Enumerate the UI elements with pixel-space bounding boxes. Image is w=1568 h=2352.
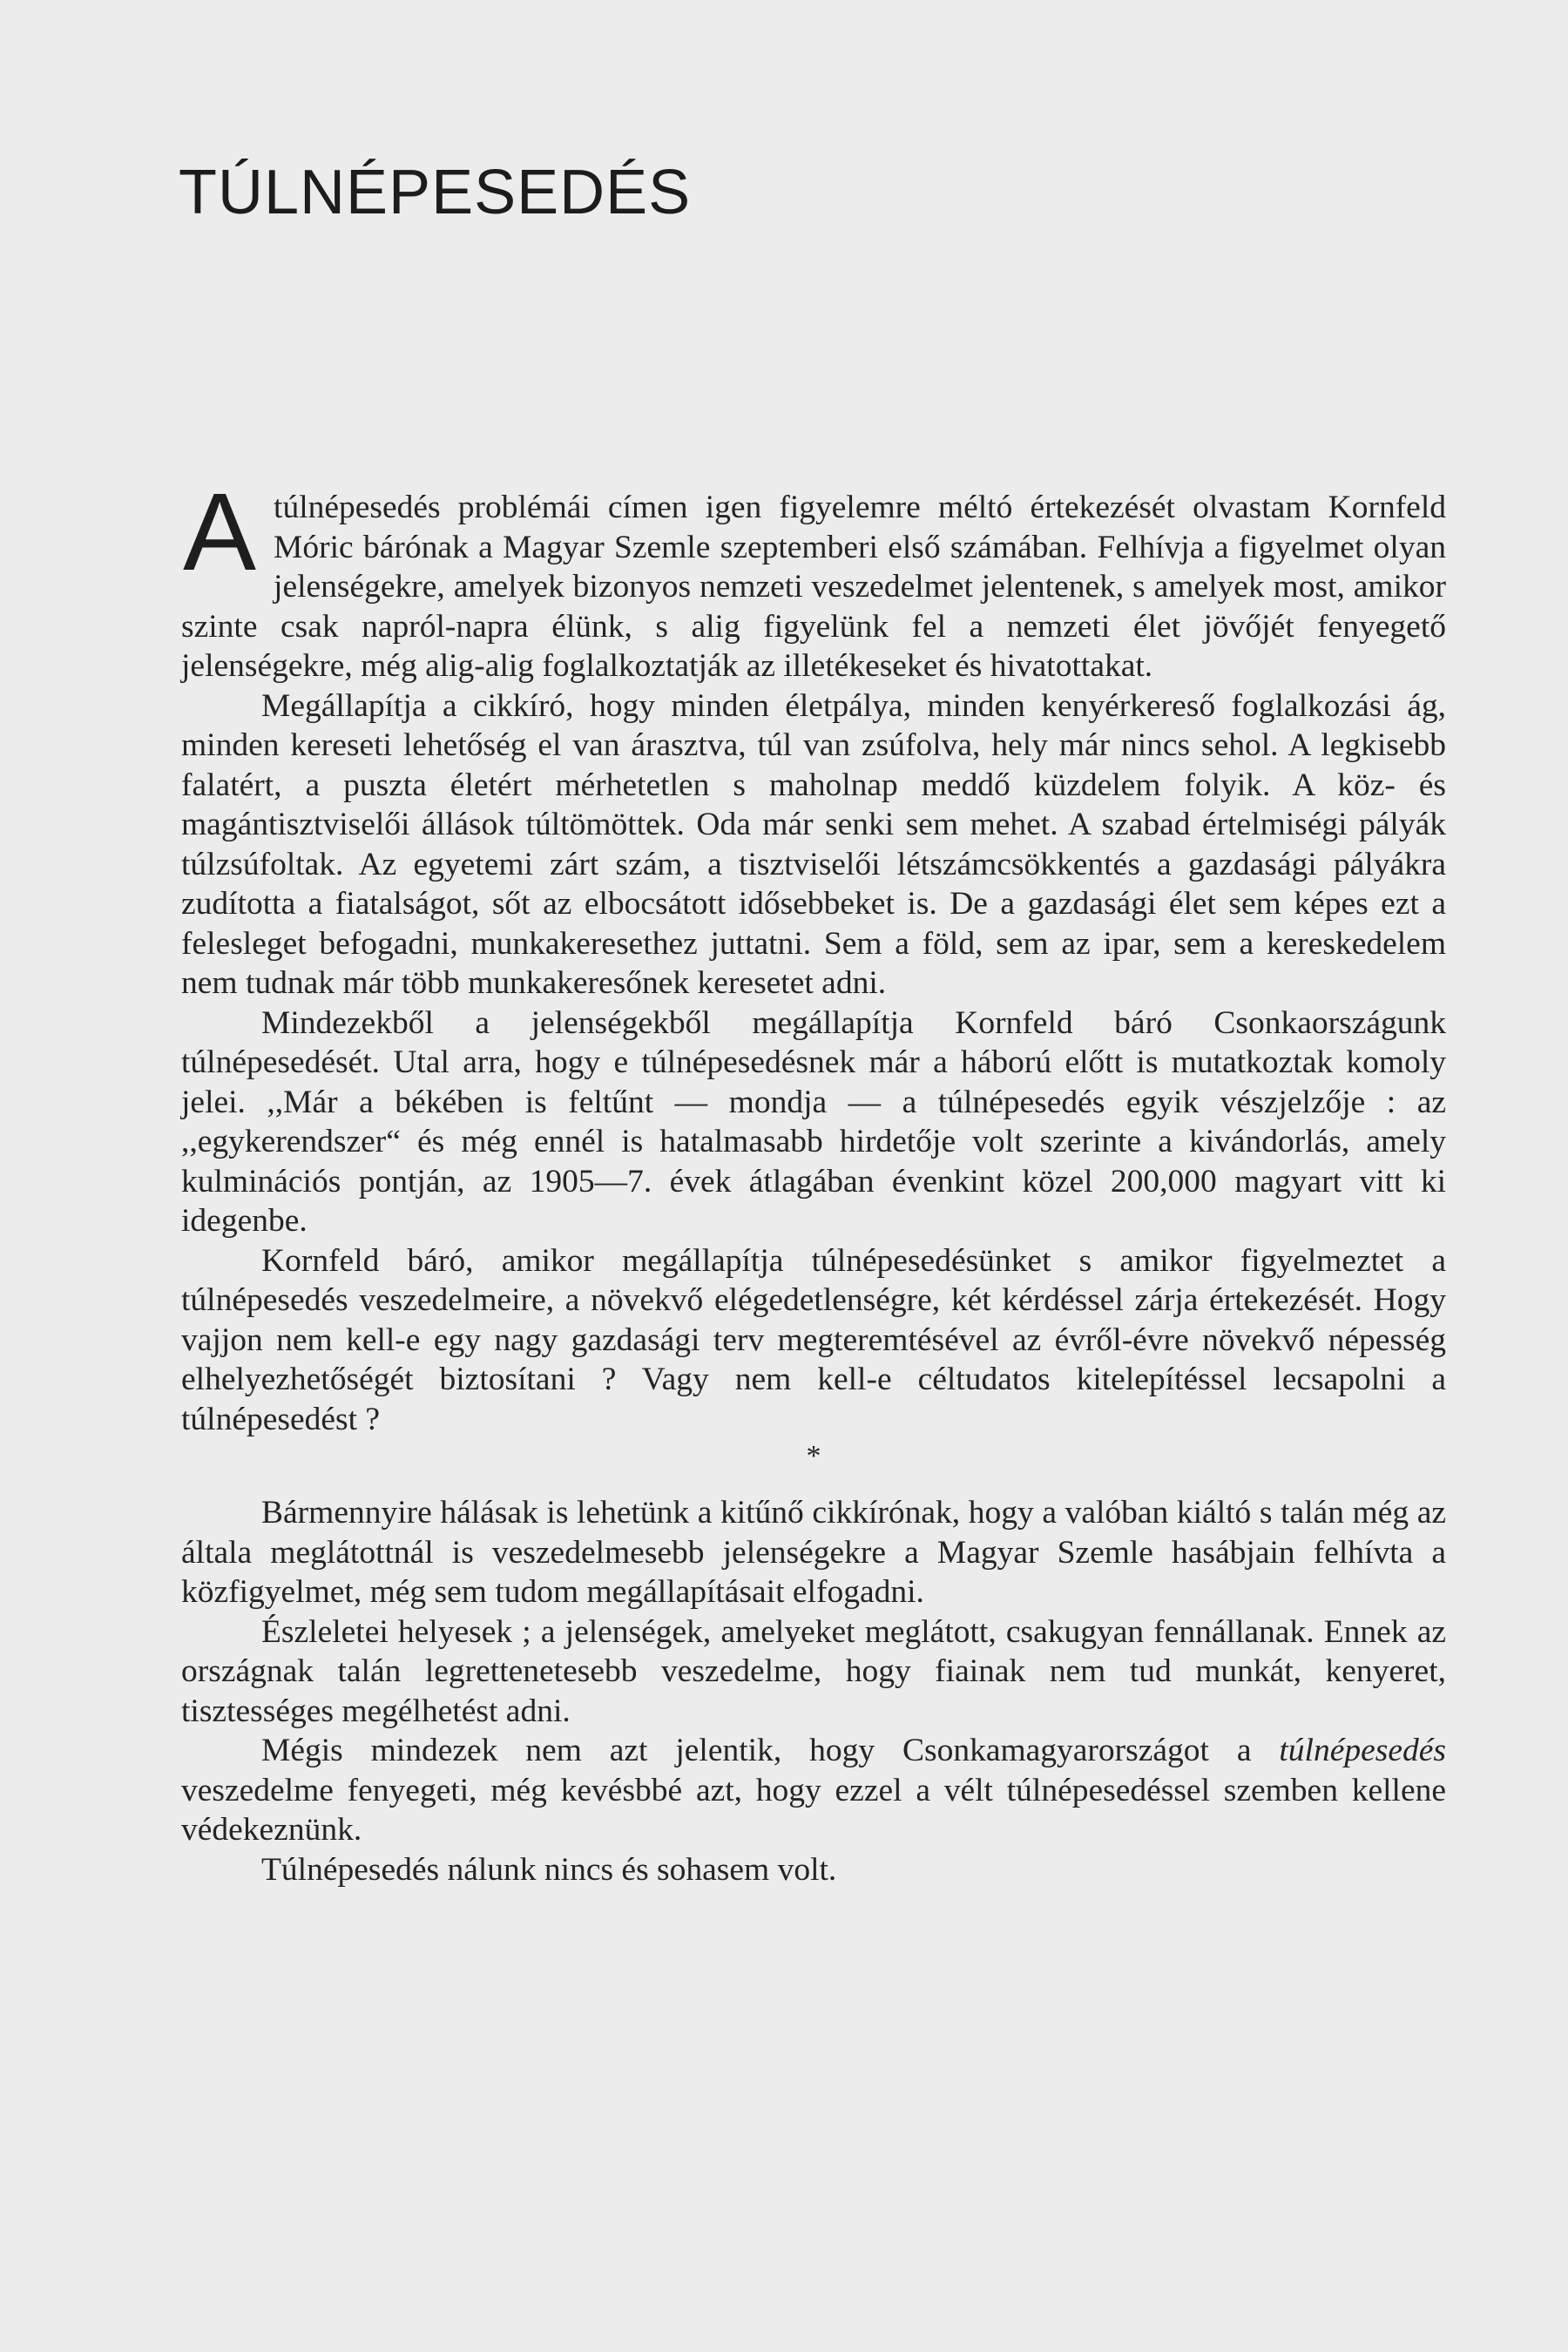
paragraph-7-text-b: veszedelme fenyegeti, még kevésbbé azt, hogy ezzel a vélt túlnépesedéssel szemben kellene védekeznünk. [181, 1772, 1446, 1848]
page-title: TÚLNÉPESEDÉS [179, 158, 692, 227]
paragraph-6: Észleletei helyesek ; a jelenségek, amelyeket meglátott, csakugyan fennállanak. Ennek az országnak talán legrettenetesebb veszedelme, hogy fiainak nem tud munkát, kenyeret, tisztességes megélhetést adni. [181, 1613, 1446, 1729]
paragraph-1-text: túlnépesedés problémái címen igen figyelemre méltó értekezését olvastam Kornfeld Móric bárónak a Magyar Szemle szeptemberi első számában. Felhívja a figyelmet olyan jelenségekre, amelyek bizonyos nemzeti veszedelmet jelentenek, s amelyek most, amikor szinte csak napról-napra élünk, s alig figyelünk fel a nemzeti élet jövőjét fenyegető jelenségekre, még alig-alig foglalkoztatják az illetékeseket és hivatottakat. [181, 490, 1446, 684]
paragraph-5: Bármennyire hálásak is lehetünk a kitűnő cikkírónak, hogy a valóban kiáltó s talán még az általa meglátottnál is veszedelmesebb jelenségekre a Magyar Szemle hasábjain felhívta a közfigyelmet, még sem tudom megállapításait elfogadni. [181, 1495, 1446, 1610]
paragraph-1 [181, 470, 1446, 686]
article-body [181, 470, 1446, 1889]
paragraph-7-emphasis: túlnépesedés [1279, 1733, 1446, 1768]
paragraph-8: Túlnépesedés nálunk nincs és sohasem volt. [261, 1851, 837, 1888]
drop-cap: A [183, 470, 257, 593]
section-separator: * [806, 1440, 821, 1472]
paragraph-7-text-a: Mégis mindezek nem azt jelentik, hogy Csonkamagyarországot a [261, 1733, 1252, 1768]
paragraph-7 [181, 1731, 1446, 1850]
paragraph-2: Megállapítja a cikkíró, hogy minden életpálya, minden kenyérkereső foglalkozási ág, minden kereseti lehetőség el van árasztva, túl van zsúfolva, hely már nincs sehol. A legkisebb falatért, a puszta életért mérhetetlen s maholnap meddő küzdelem folyik. A köz- és magántisztviselői állások túltömöttek. Oda már senki sem mehet. A szabad értelmiségi pályák túlzsúfoltak. Az egyetemi zárt szám, a tisztviselői létszámcsökkentés a gazdasági pályákra zudította a fiatalságot, sőt az elbocsátott idősebbeket is. De a gazdasági élet sem képes ezt a felesleget befogadni, munkakeresethez juttatni. Sem a föld, sem az ipar, sem a kereskedelem nem tudnak már több munkakeresőnek keresetet adni. [181, 687, 1446, 1001]
paragraph-4: Kornfeld báró, amikor megállapítja túlnépesedésünket s amikor figyelmeztet a túlnépesedés veszedelmeire, a növekvő elégedetlenségre, két kérdéssel zárja értekezését. Hogy vajjon nem kell-e egy nagy gazdasági terv megteremtésével az évről-évre növekvő népesség elhelyezhetőségét biztosítani ? Vagy nem kell-e céltudatos kitelepítéssel lecsapolni a túlnépesedést ? [181, 1242, 1446, 1437]
paragraph-3: Mindezekből a jelenségekből megállapítja Kornfeld báró Csonkaországunk túlnépesedését. Utal arra, hogy e túlnépesedésnek már a háború előtt is mutatkoztak komoly jelei. ,,Már a békében is feltűnt — mondja — a túlnépesedés egyik vészjelzője : az ,,egykerendszer“ és még ennél is hatalmasabb hirdetője volt szerinte a kivándorlás, amely kulminációs pontján, az 1905—7. évek átlagában évenkint közel 200,000 magyart vitt ki idegenbe. [181, 1004, 1446, 1239]
